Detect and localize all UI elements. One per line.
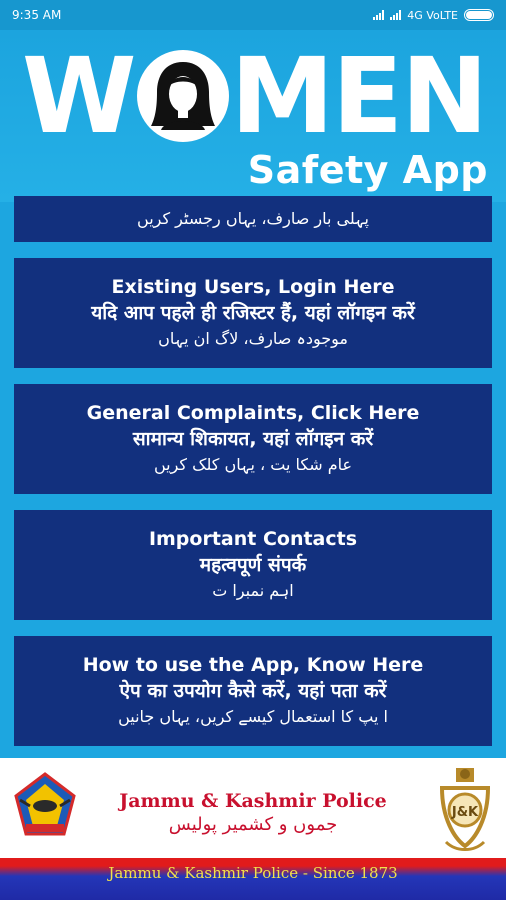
- register-button[interactable]: [14, 196, 492, 242]
- crest-text: J&K: [451, 805, 479, 820]
- jk-police-crest-icon: [432, 766, 498, 856]
- status-time: 9:35 AM: [12, 8, 62, 22]
- complaints-label-hindi: सामान्य शिकायत, यहां लॉगइन करें: [132, 428, 374, 450]
- woman-face-icon: [137, 50, 229, 142]
- footer-since-text: Jammu & Kashmir Police - Since 1873: [108, 864, 398, 882]
- status-indicators: [373, 9, 494, 22]
- cell-signal-icon: [390, 10, 401, 20]
- complaints-button[interactable]: [14, 384, 492, 494]
- howto-label-english: How to use the App, Know Here: [82, 654, 424, 676]
- footer-title-urdu: جموں و کشمیر پولیس: [168, 814, 338, 835]
- register-label-urdu: پہلی بار صارف، یہاں رجسٹر کریں: [137, 209, 369, 228]
- complaints-label-urdu: عام شکا یت ، یہاں کلک کریں: [153, 455, 353, 474]
- howto-button[interactable]: [14, 636, 492, 746]
- complaints-label-english: General Complaints, Click Here: [86, 402, 420, 424]
- howto-label-urdu: ا یپ کا استعمال کیسے کریں، یہاں جانیں: [118, 707, 388, 726]
- wifi-signal-icon: [373, 10, 384, 20]
- login-label-english: Existing Users, Login Here: [111, 276, 395, 298]
- app-logo: [14, 34, 494, 158]
- battery-icon: [464, 9, 494, 21]
- app-header: [0, 30, 506, 202]
- login-label-urdu: موجودہ صارف، لاگ ان یہاں: [158, 329, 348, 348]
- logo-letter-w: W: [21, 35, 135, 157]
- howto-label-hindi: ऐप का उपयोग कैसे करें, यहां पता करें: [119, 680, 387, 702]
- network-type: 4G VoLTE: [407, 8, 458, 22]
- contacts-label-english: Important Contacts: [148, 528, 358, 550]
- footer-title: Jammu & Kashmir Police: [119, 790, 387, 812]
- status-bar: [0, 0, 506, 30]
- contacts-label-urdu: اہم نمبرا ت: [212, 581, 294, 600]
- login-label-hindi: यदि आप पहले ही रजिस्टर हैं, यहां लॉगइन करें: [91, 302, 415, 324]
- contacts-label-hindi: महत्वपूर्ण संपर्क: [199, 554, 307, 576]
- logo-letters-men: MEN: [230, 35, 487, 157]
- app-subtitle: Safety App: [247, 148, 488, 192]
- login-button[interactable]: [14, 258, 492, 368]
- contacts-button[interactable]: [14, 510, 492, 620]
- footer-banner: [0, 758, 506, 858]
